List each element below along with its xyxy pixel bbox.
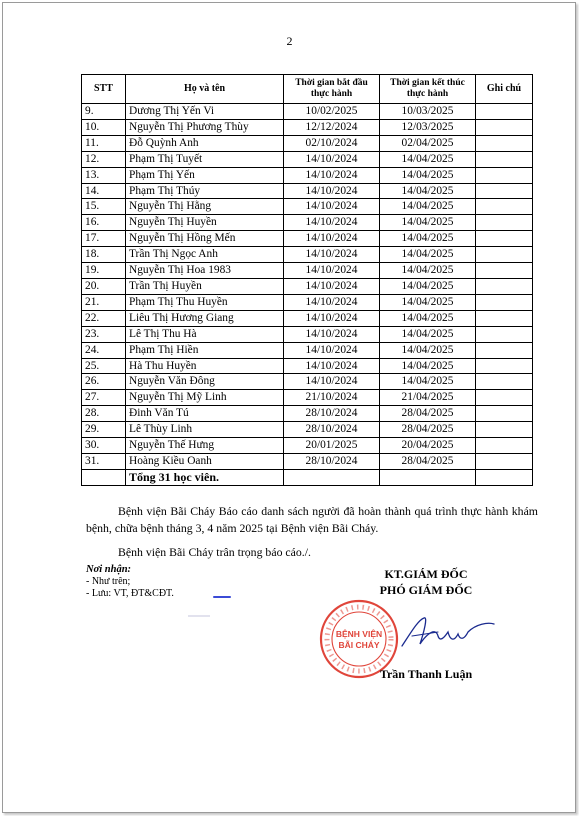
start-date-cell: 12/12/2024 (284, 119, 380, 135)
table-row (82, 358, 533, 374)
end-date-cell: 14/04/2025 (380, 278, 476, 294)
stt-cell: 18. (82, 247, 126, 263)
start-date-cell: 14/10/2024 (284, 183, 380, 199)
end-date-cell: 14/04/2025 (380, 263, 476, 279)
name-cell: Phạm Thị Tuyết (126, 151, 284, 167)
stt-cell: 20. (82, 278, 126, 294)
notes-cell (476, 104, 533, 120)
start-date-cell: 28/10/2024 (284, 453, 380, 469)
table-row (82, 310, 533, 326)
stt-cell: 9. (82, 104, 126, 120)
table-row (82, 119, 533, 135)
notes-cell (476, 390, 533, 406)
header-notes: Ghi chú (476, 75, 533, 104)
end-date-cell: 02/04/2025 (380, 135, 476, 151)
name-cell: Hoàng Kiều Oanh (126, 453, 284, 469)
end-date-cell: 14/04/2025 (380, 151, 476, 167)
table-row (82, 151, 533, 167)
table-row (82, 231, 533, 247)
table-row (82, 135, 533, 151)
notes-cell (476, 167, 533, 183)
start-date-cell: 14/10/2024 (284, 231, 380, 247)
name-cell: Hà Thu Huyền (126, 358, 284, 374)
name-cell: Nguyễn Thị Hồng Mến (126, 231, 284, 247)
table-row (82, 247, 533, 263)
notes-cell (476, 374, 533, 390)
notes-cell (476, 453, 533, 469)
notes-cell (476, 215, 533, 231)
notes-cell (476, 310, 533, 326)
table-row (82, 104, 533, 120)
name-cell: Nguyễn Thị Huyền (126, 215, 284, 231)
stt-cell: 17. (82, 231, 126, 247)
header-start-date: Thời gian bắt đầu thực hành (284, 75, 380, 104)
start-date-cell: 14/10/2024 (284, 310, 380, 326)
notes-cell (476, 406, 533, 422)
table-row (82, 278, 533, 294)
end-date-cell: 14/04/2025 (380, 215, 476, 231)
recipient-item: - Lưu: VT, ĐT&CĐT. (86, 588, 174, 599)
stt-cell: 19. (82, 263, 126, 279)
table-row (82, 326, 533, 342)
start-date-cell: 28/10/2024 (284, 406, 380, 422)
start-date-cell: 10/02/2025 (284, 104, 380, 120)
end-date-cell: 28/04/2025 (380, 406, 476, 422)
name-cell: Phạm Thị Thúy (126, 183, 284, 199)
end-date-cell: 14/04/2025 (380, 310, 476, 326)
start-date-cell: 14/10/2024 (284, 167, 380, 183)
stt-cell: 24. (82, 342, 126, 358)
end-date-cell: 14/04/2025 (380, 358, 476, 374)
end-date-cell: 28/04/2025 (380, 453, 476, 469)
start-date-cell: 14/10/2024 (284, 199, 380, 215)
stt-cell: 28. (82, 406, 126, 422)
stt-cell: 13. (82, 167, 126, 183)
name-cell: Phạm Thị Hiền (126, 342, 284, 358)
start-date-cell: 14/10/2024 (284, 278, 380, 294)
start-date-cell: 20/01/2025 (284, 438, 380, 454)
start-date-cell: 14/10/2024 (284, 342, 380, 358)
table-row (82, 453, 533, 469)
start-date-cell: 14/10/2024 (284, 358, 380, 374)
stt-cell: 31. (82, 453, 126, 469)
name-cell: Phạm Thị Thu Huyền (126, 294, 284, 310)
notes-cell (476, 294, 533, 310)
notes-cell (476, 422, 533, 438)
total-empty-cell (284, 469, 380, 485)
start-date-cell: 14/10/2024 (284, 294, 380, 310)
notes-cell (476, 247, 533, 263)
name-cell: Lê Thùy Linh (126, 422, 284, 438)
end-date-cell: 14/04/2025 (380, 231, 476, 247)
end-date-cell: 14/04/2025 (380, 167, 476, 183)
notes-cell (476, 263, 533, 279)
signer-name: Trần Thanh Luận (379, 667, 473, 681)
end-date-cell: 14/04/2025 (380, 247, 476, 263)
stt-cell: 21. (82, 294, 126, 310)
name-cell: Nguyễn Văn Đông (126, 374, 284, 390)
table-header-row (82, 75, 533, 104)
start-date-cell: 14/10/2024 (284, 151, 380, 167)
end-date-cell: 14/04/2025 (380, 183, 476, 199)
notes-cell (476, 151, 533, 167)
stt-cell: 10. (82, 119, 126, 135)
stt-cell: 23. (82, 326, 126, 342)
table-row (82, 438, 533, 454)
end-date-cell: 14/04/2025 (380, 342, 476, 358)
end-date-cell: 14/04/2025 (380, 294, 476, 310)
table-row (82, 342, 533, 358)
recipients-block (86, 564, 174, 600)
total-stt-cell (82, 469, 126, 485)
recipients-heading: Nơi nhận: (86, 564, 132, 575)
start-date-cell: 02/10/2024 (284, 135, 380, 151)
total-label: Tổng 31 học viên. (126, 469, 284, 485)
start-date-cell: 14/10/2024 (284, 247, 380, 263)
recipient-item: - Như trên; (86, 576, 131, 587)
trainee-table (81, 74, 533, 486)
table-row (82, 263, 533, 279)
table-row (82, 294, 533, 310)
name-cell: Lê Thị Thu Hà (126, 326, 284, 342)
notes-cell (476, 358, 533, 374)
signature-titles (346, 566, 506, 598)
stt-cell: 12. (82, 151, 126, 167)
faint-mark (188, 615, 210, 617)
name-cell: Nguyễn Thế Hưng (126, 438, 284, 454)
name-cell: Đinh Văn Tú (126, 406, 284, 422)
start-date-cell: 14/10/2024 (284, 263, 380, 279)
seal-line-2: BÃI CHÁY (338, 640, 380, 650)
header-stt: STT (82, 75, 126, 104)
stt-cell: 25. (82, 358, 126, 374)
name-cell: Phạm Thị Yến (126, 167, 284, 183)
signature-title-1: KT.GIÁM ĐỐC (384, 567, 468, 581)
start-date-cell: 21/10/2024 (284, 390, 380, 406)
notes-cell (476, 231, 533, 247)
table-row (82, 390, 533, 406)
name-cell: Đỗ Quỳnh Anh (126, 135, 284, 151)
table-row (82, 183, 533, 199)
total-empty-cell (476, 469, 533, 485)
end-date-cell: 20/04/2025 (380, 438, 476, 454)
start-date-cell: 14/10/2024 (284, 374, 380, 390)
name-cell: Dương Thị Yến Vi (126, 104, 284, 120)
name-cell: Nguyễn Thị Hoa 1983 (126, 263, 284, 279)
table-row (82, 422, 533, 438)
header-name: Họ và tên (126, 75, 284, 104)
stt-cell: 30. (82, 438, 126, 454)
table-row (82, 167, 533, 183)
notes-cell (476, 199, 533, 215)
end-date-cell: 10/03/2025 (380, 104, 476, 120)
table-row (82, 406, 533, 422)
end-date-cell: 14/04/2025 (380, 199, 476, 215)
table-row (82, 215, 533, 231)
table-row (82, 374, 533, 390)
end-date-cell: 28/04/2025 (380, 422, 476, 438)
handwritten-signature (398, 614, 498, 654)
stt-cell: 11. (82, 135, 126, 151)
start-date-cell: 28/10/2024 (284, 422, 380, 438)
table-row (82, 199, 533, 215)
table-total-row (82, 469, 533, 485)
name-cell: Nguyễn Thị Phương Thùy (126, 119, 284, 135)
notes-cell (476, 342, 533, 358)
stt-cell: 27. (82, 390, 126, 406)
stt-cell: 26. (82, 374, 126, 390)
notes-cell (476, 326, 533, 342)
stt-cell: 22. (82, 310, 126, 326)
page-number: 2 (286, 34, 293, 48)
header-end-date: Thời gian kết thúc thực hành (380, 75, 476, 104)
start-date-cell: 14/10/2024 (284, 215, 380, 231)
name-cell: Liêu Thị Hương Giang (126, 310, 284, 326)
closing-paragraph: Bệnh viện Bãi Cháy trân trọng báo cáo./. (118, 545, 311, 559)
notes-cell (476, 183, 533, 199)
name-cell: Nguyễn Thị Mỹ Linh (126, 390, 284, 406)
ink-mark (213, 596, 231, 598)
report-paragraph: Bệnh viện Bãi Cháy Báo cáo danh sách người đã hoàn thành quá trình thực hành khám bệnh, chữa bệnh tháng 3, 4 năm 2025 tại Bệnh viện Bãi Cháy. (86, 504, 538, 535)
stt-cell: 29. (82, 422, 126, 438)
notes-cell (476, 135, 533, 151)
end-date-cell: 12/03/2025 (380, 119, 476, 135)
start-date-cell: 14/10/2024 (284, 326, 380, 342)
end-date-cell: 14/04/2025 (380, 374, 476, 390)
name-cell: Trần Thị Ngọc Anh (126, 247, 284, 263)
seal-line-1: BỆNH VIỆN (335, 629, 383, 639)
end-date-cell: 21/04/2025 (380, 390, 476, 406)
notes-cell (476, 119, 533, 135)
notes-cell (476, 278, 533, 294)
total-empty-cell (380, 469, 476, 485)
notes-cell (476, 438, 533, 454)
name-cell: Nguyễn Thị Hằng (126, 199, 284, 215)
end-date-cell: 14/04/2025 (380, 326, 476, 342)
signature-title-2: PHÓ GIÁM ĐỐC (379, 583, 473, 597)
name-cell: Trần Thị Huyền (126, 278, 284, 294)
stt-cell: 14. (82, 183, 126, 199)
stt-cell: 16. (82, 215, 126, 231)
stt-cell: 15. (82, 199, 126, 215)
